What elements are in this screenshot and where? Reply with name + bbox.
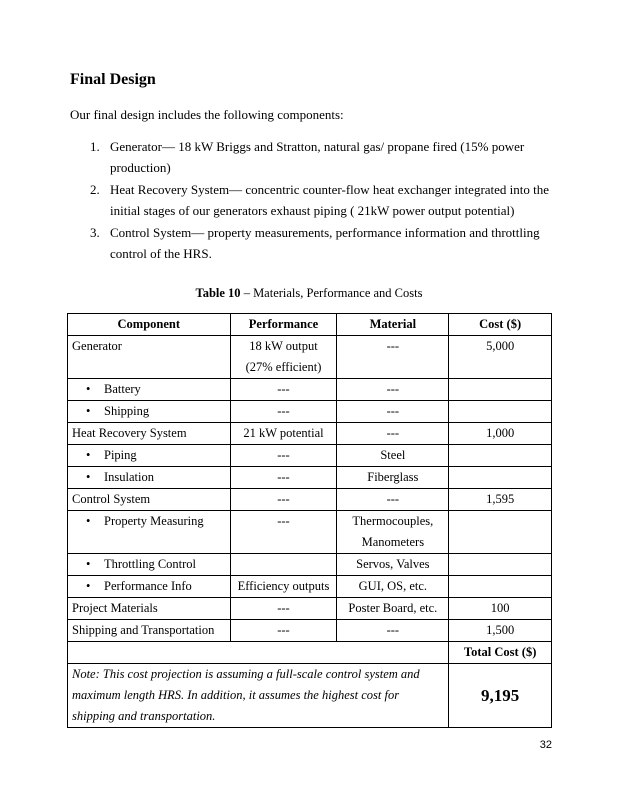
table-body [68, 336, 552, 642]
list-item: 1. Generator— 18 kW Briggs and Stratton, natural gas/ propane fired (15% power production) [90, 139, 525, 175]
cell-performance: 18 kW output (27% efficient) [230, 336, 337, 379]
total-label-row [68, 642, 552, 664]
cell-performance: --- [230, 620, 337, 642]
header-cost: Cost ($) [449, 314, 552, 336]
cell-performance: --- [230, 401, 337, 423]
note-row [68, 664, 552, 728]
cell-material: GUI, OS, etc. [337, 576, 449, 598]
cell-performance: --- [230, 379, 337, 401]
cost-note: Note: This cost projection is assuming a full-scale control system and maximum length HRS. In addition, it assumes the highest cost for shipping and transportation. [68, 664, 449, 728]
bullet-icon: • [86, 448, 91, 462]
cell-component: Control System [68, 489, 231, 511]
bullet-icon: • [86, 470, 91, 484]
cell-cost [449, 511, 552, 554]
header-component: Component [68, 314, 231, 336]
cell-material: Servos, Valves [337, 554, 449, 576]
cell-cost: 1,595 [449, 489, 552, 511]
cell-material: --- [337, 336, 449, 379]
table-row [68, 467, 552, 489]
cell-component: • Performance Info [68, 576, 231, 598]
cell-performance: --- [230, 467, 337, 489]
cell-material: --- [337, 423, 449, 445]
cell-performance: --- [230, 598, 337, 620]
cell-material: Thermocouples, Manometers [337, 511, 449, 554]
page-number: 32 [539, 739, 552, 751]
table-row [68, 423, 552, 445]
table-row [68, 598, 552, 620]
table-row [68, 576, 552, 598]
cell-performance: --- [230, 445, 337, 467]
list-item: 3. Control System— property measurements, performance information and throttling control of the HRS. [90, 225, 540, 261]
cell-cost: 100 [449, 598, 552, 620]
cell-component: Shipping and Transportation [68, 620, 231, 642]
cell-material: --- [337, 379, 449, 401]
header-performance: Performance [230, 314, 337, 336]
table-row [68, 554, 552, 576]
cell-performance: 21 kW potential [230, 423, 337, 445]
cell-cost: 5,000 [449, 336, 552, 379]
costs-table [67, 313, 552, 728]
bullet-icon: • [86, 557, 91, 571]
cell-material: --- [337, 489, 449, 511]
cell-material: --- [337, 620, 449, 642]
cell-material: Steel [337, 445, 449, 467]
header-material: Material [337, 314, 449, 336]
cell-cost [449, 445, 552, 467]
cell-performance [230, 554, 337, 576]
table-row [68, 620, 552, 642]
bullet-icon: • [86, 579, 91, 593]
total-cost-label: Total Cost ($) [449, 642, 552, 664]
bullet-icon: • [86, 382, 91, 396]
cell-cost [449, 467, 552, 489]
cell-performance: Efficiency outputs [230, 576, 337, 598]
cell-cost: 1,000 [449, 423, 552, 445]
cell-component: • Piping [68, 445, 231, 467]
table-row [68, 401, 552, 423]
cell-component: • Shipping [68, 401, 231, 423]
cell-component: • Property Measuring [68, 511, 231, 554]
cell-component: • Throttling Control [68, 554, 231, 576]
cell-material: Poster Board, etc. [337, 598, 449, 620]
cell-cost [449, 554, 552, 576]
cell-performance: --- [230, 489, 337, 511]
intro-paragraph: Our final design includes the following components: [70, 107, 344, 122]
cell-component: Project Materials [68, 598, 231, 620]
table-row [68, 379, 552, 401]
bullet-icon: • [86, 514, 91, 528]
cell-performance: --- [230, 511, 337, 554]
total-cost-value: 9,195 [449, 664, 552, 728]
section-heading: Final Design [70, 71, 156, 88]
cell-material: Fiberglass [337, 467, 449, 489]
cell-component: Heat Recovery System [68, 423, 231, 445]
list-item: 2. Heat Recovery System— concentric counter-flow heat exchanger integrated into the initial stages of our generators exhaust piping ( 21kW power output potential) [90, 182, 550, 218]
table-caption: Table 10 – Materials, Performance and Costs [195, 286, 423, 300]
table-header-row [68, 314, 552, 336]
cell-cost [449, 379, 552, 401]
table-row [68, 445, 552, 467]
cell-cost [449, 401, 552, 423]
bullet-icon: • [86, 404, 91, 418]
cell-component: • Battery [68, 379, 231, 401]
cell-material: --- [337, 401, 449, 423]
component-list [70, 136, 550, 265]
table-row [68, 511, 552, 554]
cell-cost: 1,500 [449, 620, 552, 642]
table-row [68, 489, 552, 511]
cell-cost [449, 576, 552, 598]
cell-component: Generator [68, 336, 231, 379]
cell-component: • Insulation [68, 467, 231, 489]
table-row [68, 336, 552, 379]
